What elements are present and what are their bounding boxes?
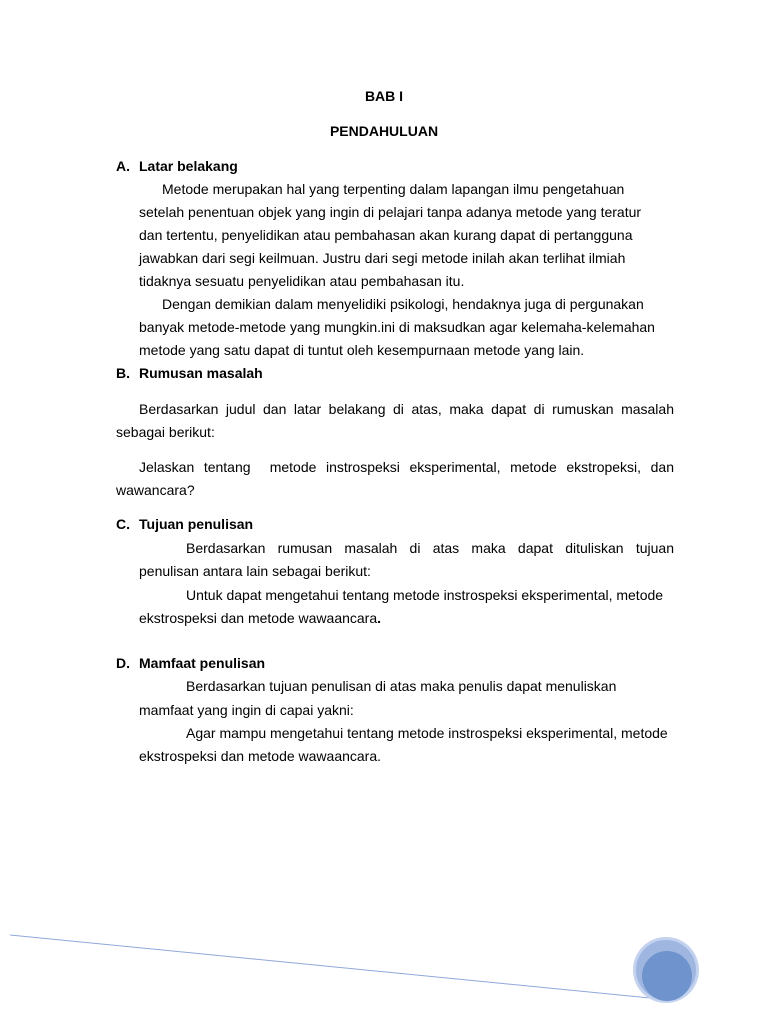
paragraph-line: sebagai berikut: <box>116 424 215 440</box>
paragraph-line: setelah penentuan objek yang ingin di pelajari tanpa adanya metode yang teratur <box>139 204 642 220</box>
paragraph-line: wawancara? <box>116 482 195 498</box>
paragraph-line: ekstrospeksi dan metode wawaancara. <box>139 748 382 764</box>
paragraph-line: tidaknya sesuatu penyelidikan atau pembahasan itu. <box>139 273 465 289</box>
section-title: Rumusan masalah <box>139 365 263 381</box>
section-d-heading <box>116 655 265 671</box>
section-title: Latar belakang <box>139 158 238 174</box>
section-letter: D. <box>116 655 130 671</box>
paragraph-line: metode yang satu dapat di tuntut oleh kesempurnaan metode yang lain. <box>139 342 585 358</box>
paragraph-line: Jelaskan tentang metode instrospeksi eksperimental, metode ekstropeksi, dan <box>139 459 674 475</box>
paragraph-line: Untuk dapat mengetahui tentang metode instrospeksi eksperimental, metode <box>186 587 664 603</box>
section-b-heading <box>116 365 263 381</box>
paragraph-text: ekstrospeksi dan metode wawaancara <box>139 610 378 626</box>
paragraph-line: jawabkan dari segi keilmuan. Justru dari segi metode inilah akan terlihat ilmiah <box>139 250 626 266</box>
period-mark: . <box>377 610 382 626</box>
paragraph-line <box>139 609 381 627</box>
chapter-title: BAB I <box>364 88 404 104</box>
paragraph-line: Dengan demikian dalam menyelidiki psikologi, hendaknya juga di pergunakan <box>162 296 644 312</box>
paragraph-line: banyak metode-metode yang mungkin.ini di maksudkan agar kelemaha-kelemahan <box>139 319 655 335</box>
section-letter: A. <box>116 158 130 174</box>
footer-line <box>10 935 650 998</box>
footer-circle-inner <box>642 951 692 1001</box>
chapter-subtitle: PENDAHULUAN <box>329 123 439 139</box>
paragraph-line: Berdasarkan rumusan masalah di atas maka dapat dituliskan tujuan <box>186 540 674 556</box>
footer-decoration <box>0 900 768 1024</box>
paragraph-line: Metode merupakan hal yang terpenting dalam lapangan ilmu pengetahuan <box>162 181 625 197</box>
section-letter: C. <box>116 516 130 532</box>
paragraph-line: mamfaat yang ingin di capai yakni: <box>139 702 354 718</box>
section-c-heading <box>116 516 253 532</box>
paragraph-line: penulisan antara lain sebagai berikut: <box>139 563 371 579</box>
paragraph-line: Agar mampu mengetahui tentang metode instrospeksi eksperimental, metode <box>186 725 668 741</box>
paragraph-line: Berdasarkan tujuan penulisan di atas maka penulis dapat menuliskan <box>186 678 617 694</box>
section-letter: B. <box>116 365 130 381</box>
section-a-heading <box>116 158 238 174</box>
paragraph-line: Berdasarkan judul dan latar belakang di atas, maka dapat di rumuskan masalah <box>139 401 674 417</box>
section-title: Mamfaat penulisan <box>139 655 266 671</box>
section-title: Tujuan penulisan <box>139 516 254 532</box>
paragraph-line: dan tertentu, penyelidikan atau pembahasan akan kurang dapat di pertangguna <box>139 227 633 243</box>
